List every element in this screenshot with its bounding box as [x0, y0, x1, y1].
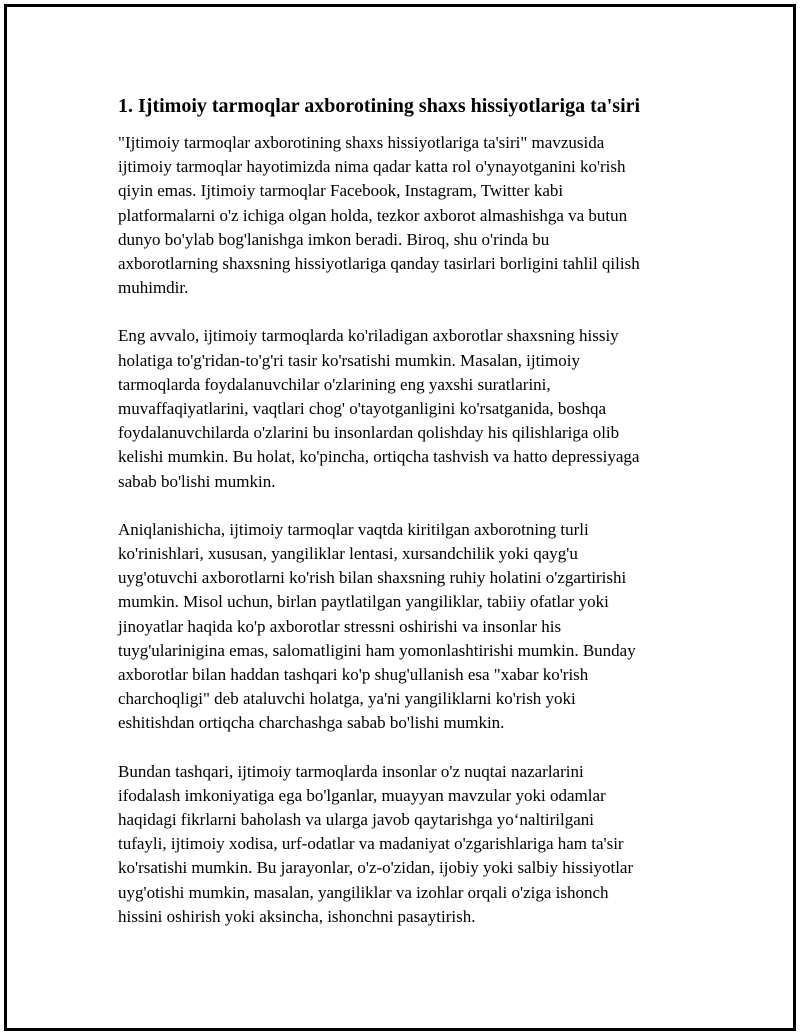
paragraph-2: Eng avvalo, ijtimoiy tarmoqlarda ko'riladigan axborotlar shaxsning hissiy holatiga to'g'ridan-to'g'ri tasir ko'rsatishi mumkin. Masalan, ijtimoiy tarmoqlarda foydalanuvchilar o'zlarining eng yaxshi suratlarini, muvaffaqiyatlarini, vaqtlari chog' o'tayotganligini ko'rsatganida, boshqa foydalanuvchilarda o'zlarini bu insonlardan qolishday his qilishlariga olib kelishi mumkin. Bu holat, ko'pincha, ortiqcha tashvish va hatto depressiyaga sabab bo'lishi mumkin. [118, 326, 640, 491]
paragraph-3: Aniqlanishicha, ijtimoiy tarmoqlar vaqtda kiritilgan axborotning turli ko'rinishlari, xususan, yangiliklar lentasi, xursandchilik yoki qayg'u uyg'otuvchi axborotlarni ko'rish bilan shaxsning ruhiy holatini o'zgartirishi mumkin. Misol uchun, birlan paytlatilgan yangiliklar, tabiiy ofatlar yoki jinoyatlar haqida ko'p axborotlar stressni oshirishi va insonlar his tuyg'ularinigina emas, salomatligini ham yomonlashtirishi mumkin. Bunday axborotlar bilan haddan tashqari ko'p shug'ullanish esa "xabar ko'rish charchoqligi" deb ataluvchi holatga, ya'ni yangiliklarni ko'rish yoki eshitishdan ortiqcha charchashga sabab bo'lishi mumkin. [118, 519, 636, 733]
document-body [118, 93, 690, 953]
paragraph-1: "Ijtimoiy tarmoqlar axborotining shaxs hissiyotlariga ta'siri" mavzusida ijtimoiy tarmoqlar hayotimizda nima qadar katta rol o'ynayotganini ko'rish qiyin emas. Ijtimoiy tarmoqlar Facebook, Instagram, Twitter kabi platformalarni o'z ichiga olgan holda, tezkor axborot almashishga va butun dunyo bo'ylab bog'lanishga imkon beradi. Biroq, shu o'rinda bu axborotlarning shaxsning hissiyotlariga qanday tasirlari borligini tahlil qilish muhimdir. [118, 133, 640, 298]
section-heading: 1. Ijtimoiy tarmoqlar axborotining shaxs hissiyotlariga ta'siri [118, 95, 641, 117]
paragraph-4: Bundan tashqari, ijtimoiy tarmoqlarda insonlar o'z nuqtai nazarlarini ifodalash imkoniyatiga ega bo'lganlar, muayyan mavzular yoki odamlar haqidagi fikrlarni baholash va ularga javob qaytarishga yo‘naltirilgani tufayli, ijtimoiy xodisa, urf-odatlar va madaniyat o'zgarishlariga ham ta'sir ko'rsatishi mumkin. Bu jarayonlar, o'z-o'zidan, ijobiy yoki salbiy hissiyotlar uyg'otishi mumkin, masalan, yangiliklar va izohlar orqali o'ziga ishonch hissini oshirish yoki aksincha, ishonchni pasaytirish. [118, 761, 634, 926]
